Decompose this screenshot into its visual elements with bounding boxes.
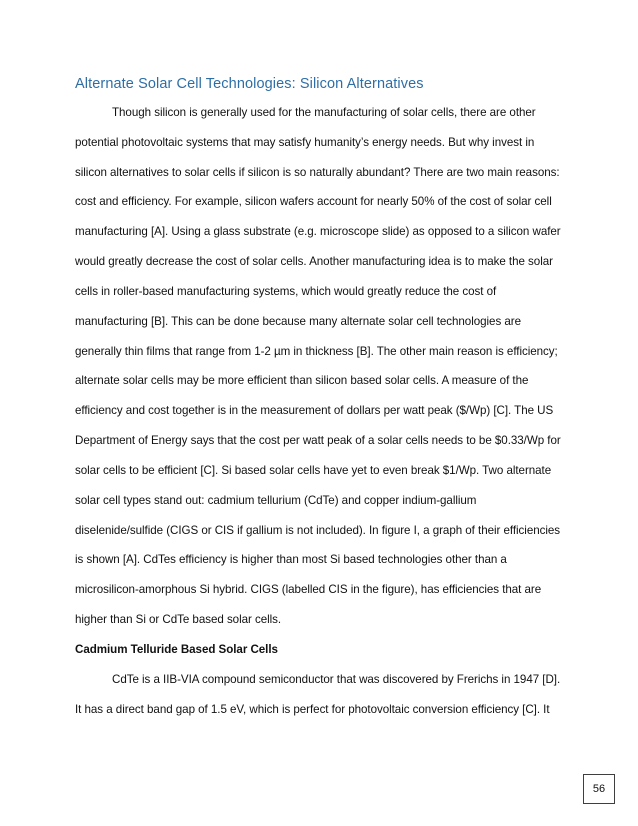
paragraph-line: is shown [A]. CdTes efficiency is higher than most Si based technologies other than a xyxy=(75,553,507,566)
paragraph-line: silicon alternatives to solar cells if silicon is so naturally abundant? There are two main reasons: xyxy=(75,166,560,179)
paragraph-line: efficiency and cost together is in the measurement of dollars per watt peak ($/Wp) [C]. The US xyxy=(75,404,554,417)
paragraph-line: manufacturing [A]. Using a glass substrate (e.g. microscope slide) as opposed to a silicon wafer xyxy=(75,225,561,238)
paragraph-line: microsilicon-amorphous Si hybrid. CIGS (labelled CIS in the figure), has efficiencies that are xyxy=(75,583,542,596)
paragraph-line: It has a direct band gap of 1.5 eV, which is perfect for photovoltaic conversion efficiency [C]. It xyxy=(75,703,550,716)
paragraph-line: higher than Si or CdTe based solar cells. xyxy=(75,613,282,626)
page-number-box xyxy=(583,774,615,804)
paragraph-line: Though silicon is generally used for the manufacturing of solar cells, there are other xyxy=(112,106,536,119)
paragraph-line: diselenide/sulfide (CIGS or CIS if gallium is not included). In figure I, a graph of their efficiencies xyxy=(75,524,561,537)
paragraph-line: generally thin films that range from 1-2 µm in thickness [B]. The other main reason is efficiency; xyxy=(75,345,558,358)
paragraph-line: potential photovoltaic systems that may satisfy humanity’s energy needs. But why invest in xyxy=(75,136,535,149)
subsection-heading: Cadmium Telluride Based Solar Cells xyxy=(75,643,278,656)
paragraph-line: solar cell types stand out: cadmium tellurium (CdTe) and copper indium-gallium xyxy=(75,494,477,507)
section-heading: Alternate Solar Cell Technologies: Silicon Alternatives xyxy=(75,76,424,92)
paragraph-line: cost and efficiency. For example, silicon wafers account for nearly 50% of the cost of solar cell xyxy=(75,195,552,208)
paragraph-line: manufacturing [B]. This can be done because many alternate solar cell technologies are xyxy=(75,315,521,328)
paragraph-line: cells in roller-based manufacturing systems, which would greatly reduce the cost of xyxy=(75,285,497,298)
paragraph-line: would greatly decrease the cost of solar cells. Another manufacturing idea is to make the solar xyxy=(75,255,553,268)
page-number: 56 xyxy=(592,783,606,795)
paragraph-line: CdTe is a IIB-VIA compound semiconductor that was discovered by Frerichs in 1947 [D]. xyxy=(112,673,561,686)
paragraph-line: solar cells to be efficient [C]. Si based solar cells have yet to even break $1/Wp. Two alternate xyxy=(75,464,552,477)
paragraph-line: alternate solar cells may be more efficient than silicon based solar cells. A measure of the xyxy=(75,374,529,387)
paragraph-line: Department of Energy says that the cost per watt peak of a solar cells needs to be $0.33/Wp for xyxy=(75,434,561,447)
